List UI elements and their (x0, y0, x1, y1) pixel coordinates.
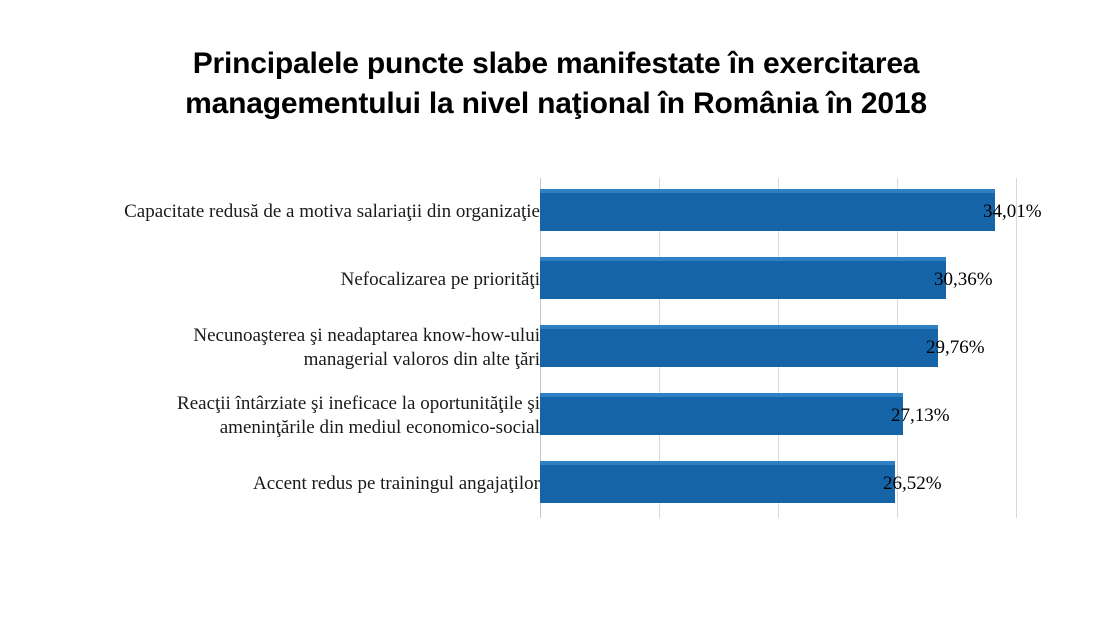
bar[interactable] (540, 193, 995, 231)
category-label-line: managerial valoros din alte ţări (303, 349, 540, 370)
category-label (20, 268, 540, 292)
bar[interactable] (540, 261, 946, 299)
category-label-line: ameninţările din mediul economico-social (219, 417, 540, 438)
bar-top-face (540, 325, 938, 329)
bar-value-label: 29,76% (926, 337, 985, 358)
bar-rows (0, 178, 1112, 518)
bar[interactable] (540, 465, 895, 503)
bar-container (540, 465, 942, 503)
chart-row (0, 382, 1112, 450)
bar-top-face (540, 189, 995, 193)
category-label-line: Necunoaşterea şi neadaptarea know-how-ului (193, 325, 540, 346)
bar-value-label: 27,13% (891, 405, 950, 426)
chart-title (96, 44, 1016, 124)
category-label-line: Nefocalizarea pe priorităţi (340, 269, 540, 290)
chart-row (0, 314, 1112, 382)
bar-value-label: 30,36% (934, 269, 993, 290)
chart-row (0, 178, 1112, 246)
category-label-line: Reacţii întârziate şi ineficace la oportunităţile şi (177, 393, 540, 414)
bar-top-face (540, 461, 895, 465)
bar-container (540, 193, 1042, 231)
bar-value-label: 26,52% (883, 473, 942, 494)
category-label-line: Accent redus pe trainingul angajaţilor (252, 473, 540, 494)
bar-top-face (540, 257, 946, 261)
category-label (20, 472, 540, 496)
category-label (20, 392, 540, 440)
bar-container (540, 261, 993, 299)
chart-title-line-2: managementului la nivel naţional în România în 2018 (185, 87, 927, 120)
bar-value-label: 34,01% (983, 201, 1042, 222)
category-label (20, 200, 540, 224)
bar-top-face (540, 393, 903, 397)
category-label (20, 324, 540, 372)
category-label-line: Capacitate redusă de a motiva salariaţii din organizaţie (124, 201, 540, 222)
plot-area (0, 160, 1112, 520)
bar[interactable] (540, 397, 903, 435)
bar-container (540, 397, 950, 435)
chart-row (0, 450, 1112, 518)
bar[interactable] (540, 329, 938, 367)
chart-title-line-1: Principalele puncte slabe manifestate în exercitarea (192, 47, 920, 80)
chart-row (0, 246, 1112, 314)
bar-container (540, 329, 985, 367)
